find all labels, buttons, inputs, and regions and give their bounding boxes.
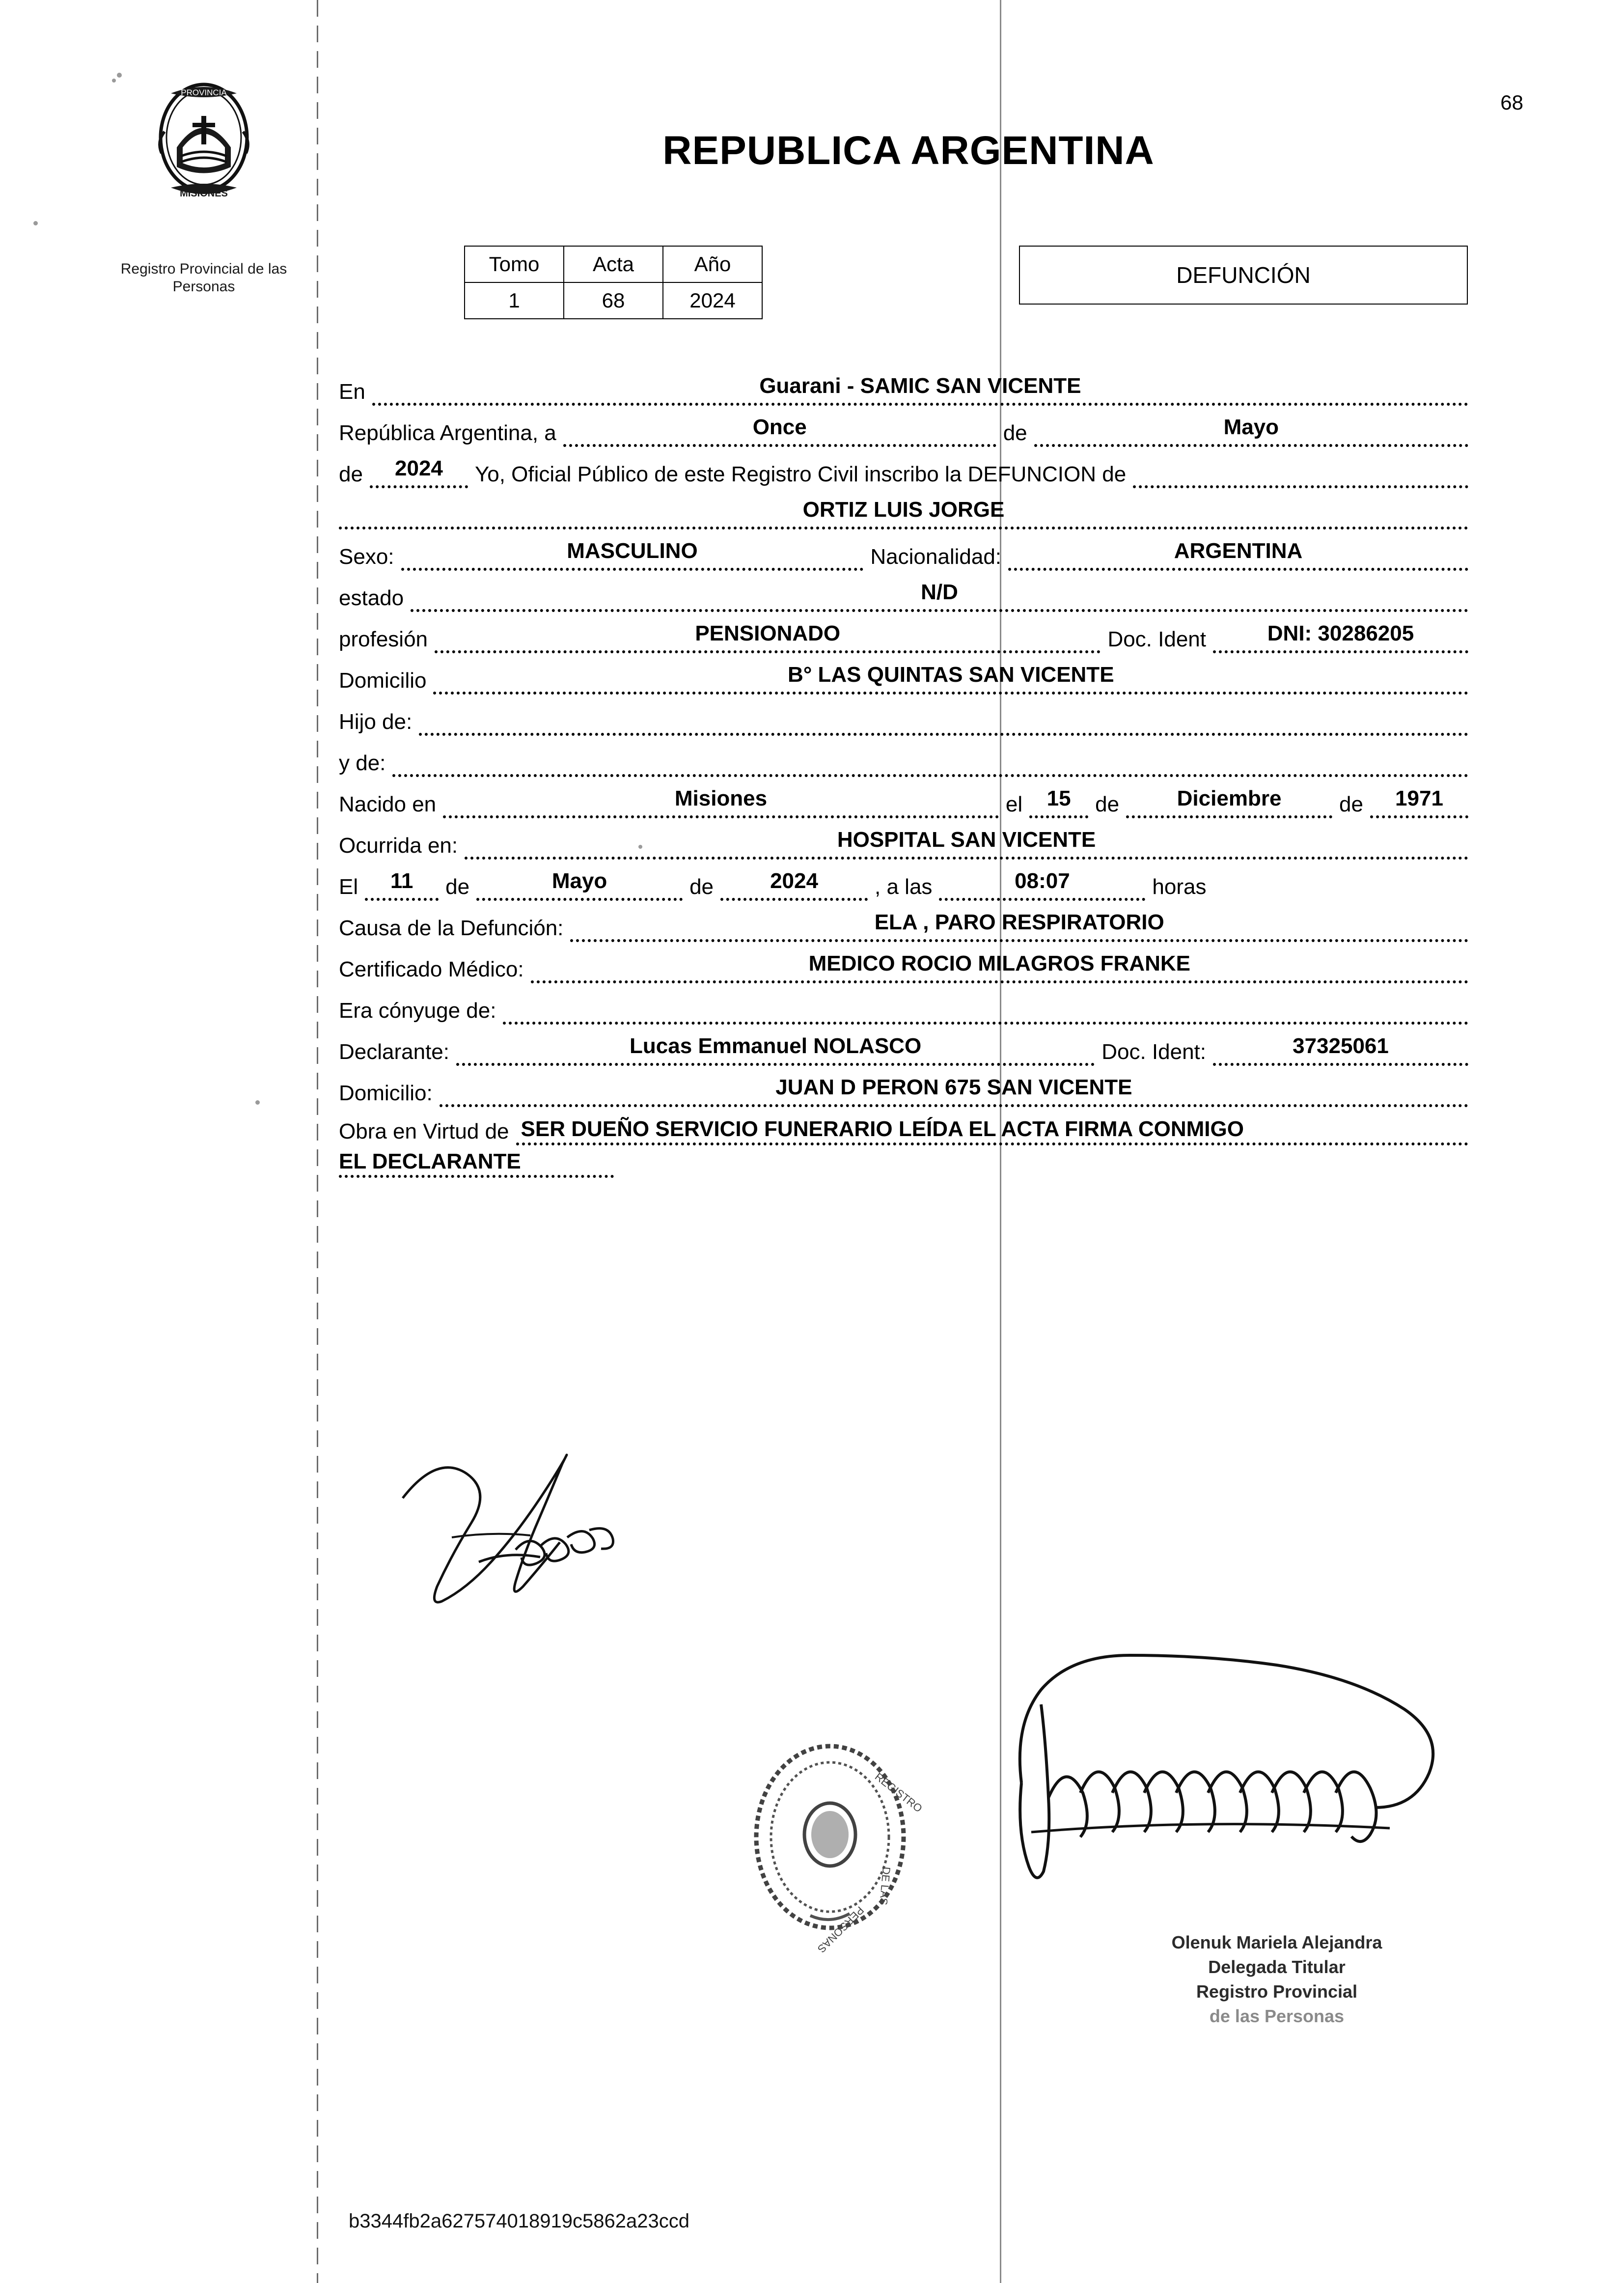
official-name: Olenuk Mariela Alejandra xyxy=(1171,1932,1382,1952)
field-dia-inscripcion: Once xyxy=(563,415,996,447)
label-el-defuncion: El xyxy=(339,875,358,899)
label-declarante: Declarante: xyxy=(339,1040,450,1064)
label-ocurrida-en: Ocurrida en: xyxy=(339,834,458,858)
label-hijo-de: Hijo de: xyxy=(339,710,413,734)
label-de-mes-nacimiento: de xyxy=(1095,792,1120,816)
column-header-anio: Año xyxy=(663,246,762,282)
field-causa-defuncion: ELA , PARO RESPIRATORIO xyxy=(570,910,1468,942)
scan-speck xyxy=(255,1100,260,1105)
field-estado: N/D xyxy=(411,580,1468,612)
label-nacionalidad: Nacionalidad: xyxy=(870,545,1002,569)
record-identification-table xyxy=(464,246,763,319)
value-tomo: 1 xyxy=(465,282,564,319)
row-nacimiento xyxy=(339,786,1468,818)
field-dia-nacimiento: 15 xyxy=(1029,786,1088,818)
label-de-mes: de xyxy=(1003,421,1027,445)
label-era-conyuge-de: Era cónyuge de: xyxy=(339,999,496,1023)
label-causa-defuncion: Causa de la Defunción: xyxy=(339,916,564,940)
row-anio-inscripcion xyxy=(339,456,1468,488)
row-domicilio-fallecido xyxy=(339,662,1468,695)
field-sexo: MASCULINO xyxy=(401,538,864,571)
record-type-badge: DEFUNCIÓN xyxy=(1019,246,1468,305)
scan-speck xyxy=(112,79,116,83)
page-number: 68 xyxy=(1500,91,1523,114)
obra-line-1 xyxy=(339,1116,1468,1145)
signature-declarant xyxy=(393,1439,648,1645)
table-header-row xyxy=(465,246,762,282)
field-anio-defuncion: 2024 xyxy=(720,868,868,901)
row-sexo-nacionalidad xyxy=(339,538,1468,571)
svg-text:REGISTRO: REGISTRO xyxy=(872,1770,925,1815)
row-certificado-medico xyxy=(339,951,1468,983)
official-round-stamp xyxy=(727,1719,933,1955)
field-declarante-doc-ident: 37325061 xyxy=(1213,1033,1468,1066)
row-domicilio-declarante xyxy=(339,1075,1468,1107)
label-nacido-en: Nacido en xyxy=(339,792,437,816)
field-mes-inscripcion: Mayo xyxy=(1034,415,1468,447)
row-lugar xyxy=(339,373,1468,406)
label-doc-ident: Doc. Ident xyxy=(1107,627,1206,651)
field-mes-defuncion: Mayo xyxy=(476,868,683,901)
label-estado: estado xyxy=(339,586,404,610)
field-profesion: PENSIONADO xyxy=(435,621,1101,653)
scan-speck xyxy=(117,73,122,78)
official-signature-caption xyxy=(1095,1930,1459,2029)
row-causa-defuncion xyxy=(339,910,1468,942)
label-y-de: y de: xyxy=(339,751,386,775)
value-acta: 68 xyxy=(564,282,663,319)
svg-text:MISIONES: MISIONES xyxy=(180,188,228,199)
field-domicilio: B° LAS QUINTAS SAN VICENTE xyxy=(433,662,1468,695)
signature-official xyxy=(1002,1636,1473,1911)
field-obra-en-virtud-de-cont: EL DECLARANTE xyxy=(339,1148,614,1178)
document-hash-code: b3344fb2a627574018919c5862a23ccd xyxy=(349,2210,690,2232)
label-profesion: profesión xyxy=(339,627,428,651)
label-de-anio-nacimiento: de xyxy=(1339,792,1363,816)
row-obra-en-virtud xyxy=(339,1116,1468,1178)
label-horas: horas xyxy=(1152,875,1207,899)
label-de-mes-defuncion: de xyxy=(445,875,470,899)
row-fecha-inscripcion xyxy=(339,415,1468,447)
label-en: En xyxy=(339,380,365,404)
field-mes-nacimiento: Diciembre xyxy=(1126,786,1332,818)
label-republica-argentina: República Argentina, a xyxy=(339,421,556,445)
label-de-anio: de xyxy=(339,462,363,486)
field-hora-defuncion: 08:07 xyxy=(939,868,1145,901)
row-y-de xyxy=(339,745,1468,777)
death-certificate-form xyxy=(339,373,1468,1187)
field-obra-en-virtud-de: SER DUEÑO SERVICIO FUNERARIO LEÍDA EL ACTA FIRMA CONMIGO xyxy=(516,1116,1468,1145)
field-conyuge xyxy=(503,992,1468,1025)
official-role: Delegada Titular xyxy=(1208,1957,1346,1977)
official-office-line1: Registro Provincial xyxy=(1196,1981,1358,2002)
row-profesion-documento xyxy=(339,621,1468,653)
label-declarante-doc-ident: Doc. Ident: xyxy=(1101,1040,1206,1064)
label-domicilio: Domicilio xyxy=(339,668,427,693)
svg-text:DE LAS: DE LAS xyxy=(877,1866,893,1906)
field-lugar-defuncion: HOSPITAL SAN VICENTE xyxy=(465,827,1468,860)
field-dia-defuncion: 11 xyxy=(365,868,439,901)
field-declarante: Lucas Emmanuel NOLASCO xyxy=(456,1033,1095,1066)
field-lugar-registro: Guarani - SAMIC SAN VICENTE xyxy=(372,373,1468,406)
row-nombre-fallecido xyxy=(339,497,1468,529)
table-row xyxy=(465,282,762,319)
label-sexo: Sexo: xyxy=(339,545,394,569)
field-certificado-medico: MEDICO ROCIO MILAGROS FRANKE xyxy=(531,951,1468,983)
row-fecha-defuncion xyxy=(339,868,1468,901)
label-certificado-medico: Certificado Médico: xyxy=(339,957,524,981)
label-a-las: , a las xyxy=(875,875,933,899)
column-header-tomo: Tomo xyxy=(465,246,564,282)
row-ocurrida-en xyxy=(339,827,1468,860)
label-de-anio-defuncion: de xyxy=(689,875,714,899)
field-y-de xyxy=(392,745,1468,777)
row-conyuge xyxy=(339,992,1468,1025)
official-office-line2: de las Personas xyxy=(1209,2006,1345,2026)
field-lugar-nacimiento: Misiones xyxy=(443,786,999,818)
scan-fold-line-left xyxy=(317,0,318,2283)
page-title: REPUBLICA ARGENTINA xyxy=(662,128,1155,173)
crest-caption: Registro Provincial de las Personas xyxy=(120,261,287,295)
field-anio-nacimiento: 1971 xyxy=(1370,786,1468,818)
text-oficial-publico: Yo, Oficial Público de este Registro Civil inscribo la DEFUNCION de xyxy=(474,462,1127,486)
field-defuncion-trailing xyxy=(1133,456,1468,488)
row-declarante xyxy=(339,1033,1468,1066)
svg-text:PERSONAS: PERSONAS xyxy=(815,1904,867,1955)
field-anio-inscripcion: 2024 xyxy=(370,456,468,488)
svg-text:PROVINCIA: PROVINCIA xyxy=(181,88,227,97)
scan-speck xyxy=(33,221,38,225)
value-anio: 2024 xyxy=(663,282,762,319)
label-obra-en-virtud-de: Obra en Virtud de xyxy=(339,1119,509,1143)
field-domicilio-declarante: JUAN D PERON 675 SAN VICENTE xyxy=(440,1075,1468,1107)
field-doc-ident: DNI: 30286205 xyxy=(1213,621,1468,653)
provincial-crest-icon xyxy=(147,74,260,216)
field-nacionalidad: ARGENTINA xyxy=(1008,538,1468,571)
label-domicilio-declarante: Domicilio: xyxy=(339,1081,433,1105)
column-header-acta: Acta xyxy=(564,246,663,282)
field-hijo-de xyxy=(419,703,1468,736)
label-el-nacimiento: el xyxy=(1005,792,1023,816)
row-hijo-de xyxy=(339,703,1468,736)
field-nombre-fallecido: ORTIZ LUIS JORGE xyxy=(339,497,1468,529)
row-estado-civil xyxy=(339,580,1468,612)
